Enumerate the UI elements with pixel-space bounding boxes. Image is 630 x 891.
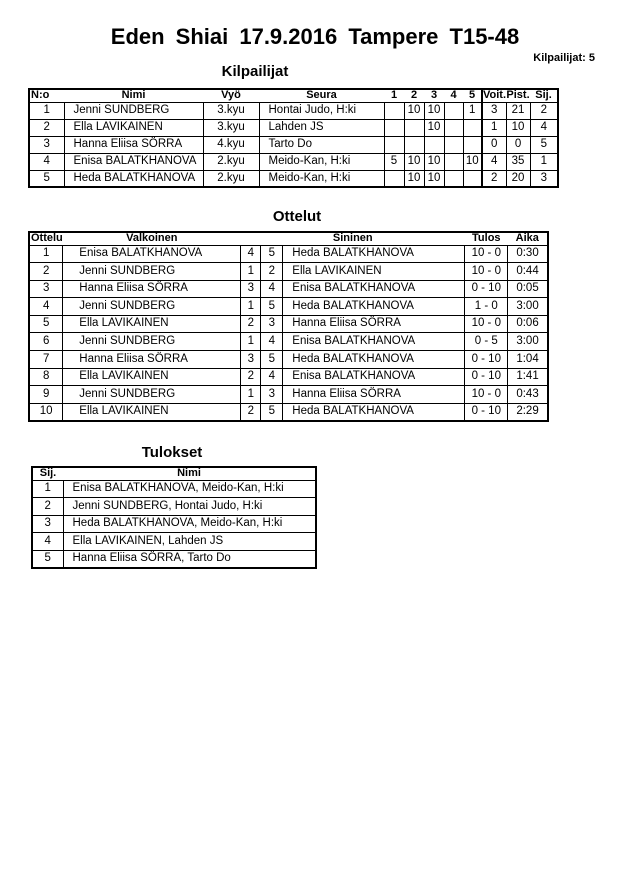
col-header-blue: Sininen: [241, 232, 465, 245]
col-header-match: Ottelu: [31, 232, 63, 245]
blue-name-cell: Heda BALATKHANOVA: [283, 403, 465, 421]
round-score-cell: 10: [424, 153, 444, 170]
result-place-cell: 4: [32, 533, 63, 551]
blue-number-cell: 4: [261, 280, 283, 298]
competitor-wins-cell: 4: [482, 153, 506, 170]
round-score-cell: 10: [404, 153, 424, 170]
competitor-belt-cell: 2.kyu: [203, 153, 259, 170]
competitor-club-cell: Tarto Do: [259, 136, 384, 153]
blue-name-cell: Ella LAVIKAINEN: [283, 263, 465, 281]
results-table: [31, 466, 317, 569]
white-name-cell: Ella LAVIKAINEN: [63, 315, 241, 333]
round-score-cell: [463, 136, 482, 153]
result-place-cell: 5: [32, 550, 63, 568]
result-row: [32, 533, 316, 551]
round-score-cell: 10: [424, 102, 444, 119]
match-row: [29, 333, 548, 351]
match-number-cell: 3: [29, 280, 63, 298]
result-place-cell: 2: [32, 498, 63, 516]
result-cell: 0 - 10: [465, 351, 508, 369]
result-row: [32, 515, 316, 533]
blue-name-cell: Heda BALATKHANOVA: [283, 298, 465, 316]
competitors-count: Kilpailijat: 5: [533, 52, 595, 64]
blue-name-cell: Heda BALATKHANOVA: [283, 245, 465, 263]
white-number-cell: 3: [241, 351, 261, 369]
blue-number-cell: 5: [261, 245, 283, 263]
competitor-club-cell: Lahden JS: [259, 119, 384, 136]
round-score-cell: 10: [424, 170, 444, 187]
competitor-row: [29, 102, 558, 119]
competitor-name-cell: Jenni SUNDBERG: [64, 102, 203, 119]
col-header-result-name: Nimi: [63, 467, 316, 480]
result-cell: 0 - 10: [465, 368, 508, 386]
time-cell: 0:43: [508, 386, 548, 404]
results-header-row: [32, 467, 316, 480]
matches-table: [28, 231, 549, 422]
result-cell: 1 - 0: [465, 298, 508, 316]
competitor-name-cell: Enisa BALATKHANOVA: [64, 153, 203, 170]
col-header-result-place: Sij.: [32, 467, 63, 480]
match-number-cell: 7: [29, 351, 63, 369]
competitor-number-cell: 5: [29, 170, 64, 187]
blue-number-cell: 4: [261, 333, 283, 351]
competitor-belt-cell: 3.kyu: [203, 119, 259, 136]
round-score-cell: [463, 119, 482, 136]
competitor-points-cell: 0: [506, 136, 530, 153]
result-name-cell: Ella LAVIKAINEN, Lahden JS: [63, 533, 316, 551]
competitors-table: [28, 88, 559, 188]
result-name-cell: Heda BALATKHANOVA, Meido-Kan, H:ki: [63, 515, 316, 533]
blue-number-cell: 3: [261, 315, 283, 333]
col-header-round-4: 4: [444, 89, 463, 102]
blue-name-cell: Hanna Eliisa SÖRRA: [283, 315, 465, 333]
competitor-number-cell: 2: [29, 119, 64, 136]
result-place-cell: 1: [32, 480, 63, 498]
white-name-cell: Ella LAVIKAINEN: [63, 368, 241, 386]
round-score-cell: [404, 136, 424, 153]
page-title: Eden Shiai 17.9.2016 Tampere T15-48: [110, 24, 520, 49]
match-row: [29, 386, 548, 404]
round-score-cell: 10: [424, 119, 444, 136]
result-name-cell: Enisa BALATKHANOVA, Meido-Kan, H:ki: [63, 480, 316, 498]
round-score-cell: 1: [463, 102, 482, 119]
time-cell: 1:04: [508, 351, 548, 369]
blue-number-cell: 5: [261, 403, 283, 421]
competitor-club-cell: Hontai Judo, H:ki: [259, 102, 384, 119]
competitor-club-cell: Meido-Kan, H:ki: [259, 153, 384, 170]
result-row: [32, 498, 316, 516]
competitors-heading: Kilpailijat: [221, 63, 289, 80]
match-row: [29, 263, 548, 281]
round-score-cell: [424, 136, 444, 153]
time-cell: 2:29: [508, 403, 548, 421]
round-score-cell: [444, 153, 463, 170]
white-name-cell: Jenni SUNDBERG: [63, 263, 241, 281]
results-heading: Tulokset: [141, 444, 203, 461]
match-row: [29, 351, 548, 369]
competitor-row: [29, 136, 558, 153]
blue-name-cell: Enisa BALATKHANOVA: [283, 333, 465, 351]
col-header-points: Pist.: [506, 89, 530, 102]
match-number-cell: 1: [29, 245, 63, 263]
time-cell: 3:00: [508, 298, 548, 316]
result-cell: 0 - 5: [465, 333, 508, 351]
match-row: [29, 368, 548, 386]
blue-name-cell: Hanna Eliisa SÖRRA: [283, 386, 465, 404]
competitor-row: [29, 170, 558, 187]
result-cell: 0 - 10: [465, 403, 508, 421]
match-row: [29, 298, 548, 316]
match-number-cell: 5: [29, 315, 63, 333]
competitor-number-cell: 3: [29, 136, 64, 153]
white-name-cell: Jenni SUNDBERG: [63, 333, 241, 351]
white-number-cell: 1: [241, 298, 261, 316]
match-number-cell: 10: [29, 403, 63, 421]
round-score-cell: 10: [463, 153, 482, 170]
white-number-cell: 2: [241, 315, 261, 333]
competitor-belt-cell: 4.kyu: [203, 136, 259, 153]
competitor-place-cell: 1: [530, 153, 558, 170]
competitor-points-cell: 10: [506, 119, 530, 136]
competitor-row: [29, 119, 558, 136]
competitor-place-cell: 3: [530, 170, 558, 187]
blue-number-cell: 4: [261, 368, 283, 386]
competitor-name-cell: Ella LAVIKAINEN: [64, 119, 203, 136]
white-number-cell: 1: [241, 263, 261, 281]
time-cell: 0:44: [508, 263, 548, 281]
col-header-round-2: 2: [404, 89, 424, 102]
round-score-cell: 10: [404, 170, 424, 187]
competitors-header-row: [29, 89, 558, 102]
competitor-number-cell: 4: [29, 153, 64, 170]
competitor-name-cell: Hanna Eliisa SÖRRA: [64, 136, 203, 153]
result-name-cell: Jenni SUNDBERG, Hontai Judo, H:ki: [63, 498, 316, 516]
blue-name-cell: Enisa BALATKHANOVA: [283, 368, 465, 386]
result-cell: 10 - 0: [465, 386, 508, 404]
competitor-number-cell: 1: [29, 102, 64, 119]
match-row: [29, 245, 548, 263]
white-name-cell: Ella LAVIKAINEN: [63, 403, 241, 421]
matches-header-row: [29, 232, 548, 245]
round-score-cell: [444, 102, 463, 119]
competitor-belt-cell: 3.kyu: [203, 102, 259, 119]
col-header-round-1: 1: [384, 89, 404, 102]
blue-number-cell: 5: [261, 351, 283, 369]
white-number-cell: 4: [241, 245, 261, 263]
time-cell: 0:06: [508, 315, 548, 333]
col-header-place: Sij.: [530, 89, 558, 102]
result-cell: 10 - 0: [465, 263, 508, 281]
result-row: [32, 550, 316, 568]
competitor-wins-cell: 1: [482, 119, 506, 136]
match-row: [29, 280, 548, 298]
result-cell: 10 - 0: [465, 245, 508, 263]
round-score-cell: [384, 170, 404, 187]
result-row: [32, 480, 316, 498]
time-cell: 3:00: [508, 333, 548, 351]
col-header-number: N:o: [29, 89, 64, 102]
col-header-result: Tulos: [465, 232, 508, 245]
result-place-cell: 3: [32, 515, 63, 533]
result-name-cell: Hanna Eliisa SÖRRA, Tarto Do: [63, 550, 316, 568]
time-cell: 0:30: [508, 245, 548, 263]
round-score-cell: [404, 119, 424, 136]
time-cell: 1:41: [508, 368, 548, 386]
competitor-place-cell: 5: [530, 136, 558, 153]
matches-heading: Ottelut: [272, 208, 322, 225]
col-header-belt: Vyö: [203, 89, 259, 102]
white-name-cell: Jenni SUNDBERG: [63, 298, 241, 316]
round-score-cell: [444, 119, 463, 136]
round-score-cell: [384, 102, 404, 119]
match-number-cell: 4: [29, 298, 63, 316]
result-cell: 0 - 10: [465, 280, 508, 298]
round-score-cell: 10: [404, 102, 424, 119]
round-score-cell: [463, 170, 482, 187]
white-number-cell: 2: [241, 368, 261, 386]
match-row: [29, 315, 548, 333]
col-header-wins: Voit.: [483, 89, 507, 102]
blue-name-cell: Heda BALATKHANOVA: [283, 351, 465, 369]
competitor-place-cell: 2: [530, 102, 558, 119]
col-header-round-5: 5: [463, 89, 482, 102]
col-header-round-3: 3: [424, 89, 444, 102]
result-cell: 10 - 0: [465, 315, 508, 333]
competitor-wins-cell: 2: [482, 170, 506, 187]
blue-number-cell: 2: [261, 263, 283, 281]
col-header-white: Valkoinen: [63, 232, 241, 245]
competitor-club-cell: Meido-Kan, H:ki: [259, 170, 384, 187]
competitor-points-cell: 35: [506, 153, 530, 170]
competitor-belt-cell: 2.kyu: [203, 170, 259, 187]
col-header-club: Seura: [259, 89, 384, 102]
round-score-cell: [444, 170, 463, 187]
blue-name-cell: Enisa BALATKHANOVA: [283, 280, 465, 298]
white-number-cell: 3: [241, 280, 261, 298]
time-cell: 0:05: [508, 280, 548, 298]
round-score-cell: [384, 136, 404, 153]
competitor-place-cell: 4: [530, 119, 558, 136]
col-header-name: Nimi: [64, 89, 203, 102]
white-number-cell: 1: [241, 333, 261, 351]
competitor-points-cell: 21: [506, 102, 530, 119]
white-name-cell: Hanna Eliisa SÖRRA: [63, 280, 241, 298]
white-number-cell: 1: [241, 386, 261, 404]
match-number-cell: 8: [29, 368, 63, 386]
white-number-cell: 2: [241, 403, 261, 421]
white-name-cell: Jenni SUNDBERG: [63, 386, 241, 404]
match-row: [29, 403, 548, 421]
match-number-cell: 2: [29, 263, 63, 281]
competitor-row: [29, 153, 558, 170]
white-name-cell: Enisa BALATKHANOVA: [63, 245, 241, 263]
col-header-time: Aika: [508, 232, 548, 245]
round-score-cell: [444, 136, 463, 153]
competitor-points-cell: 20: [506, 170, 530, 187]
competitor-wins-cell: 0: [482, 136, 506, 153]
round-score-cell: 5: [384, 153, 404, 170]
match-number-cell: 6: [29, 333, 63, 351]
competitor-wins-cell: 3: [482, 102, 506, 119]
match-number-cell: 9: [29, 386, 63, 404]
competitor-name-cell: Heda BALATKHANOVA: [64, 170, 203, 187]
white-name-cell: Hanna Eliisa SÖRRA: [63, 351, 241, 369]
round-score-cell: [384, 119, 404, 136]
blue-number-cell: 3: [261, 386, 283, 404]
blue-number-cell: 5: [261, 298, 283, 316]
